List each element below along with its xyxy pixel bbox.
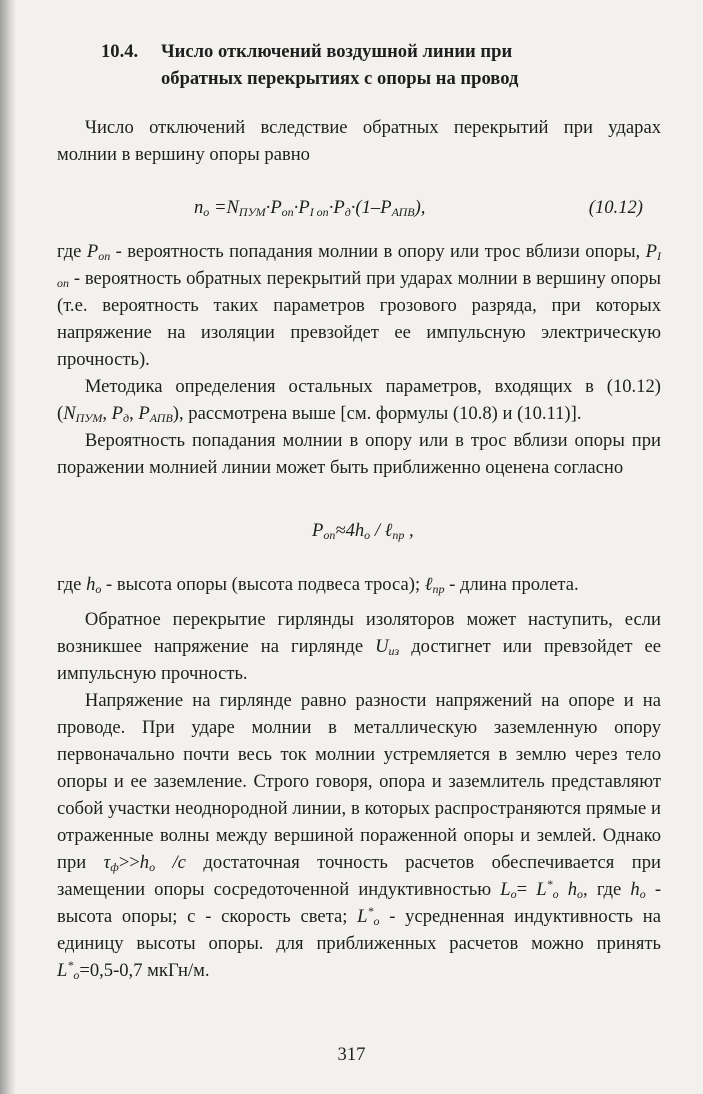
flashover-paragraph: Обратное перекрытие гирлянды изоляторов может наступить, если возникшее напряжение на гирлянде $U_{из}$ достигнет или превзойдет ее импульсную прочность. — [57, 609, 661, 684]
formula-expression: $n_о =N_{ПУМ}\cdot P_{оп}\cdot P_{I оп}\cdot P_д\cdot(1-P_{АПВ})$, — [194, 197, 426, 219]
page-edge-shadow — [0, 0, 16, 1094]
method-paragraph: Методика определения остальных параметров, входящих в (10.12) ($N_{ПУМ}$, $P_д$, $P_{АПВ}$), рассмотрена выше [см. формулы (10.8) и (10.11)]. — [57, 376, 661, 425]
section-title-line1: Число отключений воздушной линии при — [161, 41, 513, 62]
section-title-line2: обратных перекрытиях с опоры на провод — [161, 68, 519, 89]
page-body — [57, 38, 661, 984]
formula-probability — [57, 481, 661, 571]
section-number: 10.4. — [101, 41, 139, 62]
section-heading — [101, 38, 661, 92]
page-number: 317 — [337, 1044, 366, 1065]
voltage-paragraph: Напряжение на гирлянде равно разности напряжений на опоре и на проводе. При ударе молнии в металлическую заземленную опору первоначально почти весь ток молнии устремляется в землю через тело опоры и ее заземление. Строго говоря, опора и заземлитель представляют собой участки неоднородной линии, в которых распространяются прямые и отраженные волны между вершиной пораженной опоры и землей. Однако при $\tau_ф>>h_о$ /c достаточная точность расчетов обеспечивается при замещении опоры сосредоточенной индуктивностью $L_о= L^*_о$ $h_о$, где $h_о$ - высота опоры; с - скорость света; $L^*_о$ - усредненная индуктивность на единицу высоты опоры. для приближенных расчетов можно принять $L^*_о=0,5-0,7$ мкГн/м. — [57, 690, 662, 982]
section-title — [161, 38, 661, 92]
intro-paragraph: Число отключений вследствие обратных перекрытий при ударах молнии в вершину опоры равно — [57, 117, 661, 165]
formula-probability-expression: $P_{оп}\approx 4h_о$ / ℓ$_{пр}$ , — [312, 520, 414, 542]
definition-paragraph: где $P_{оп}$ - вероятность попадания молнии в опору или трос вблизи опоры, $P_{I оп}$ - вероятность обратных перекрытий при ударах молнии в вершину опоры (т.е. вероятность таких параметров грозового разряда, при которых напряжение на изоляции превзойдет ее импульсную электрическую прочность). — [57, 241, 661, 370]
formula-number: (10.12) — [588, 197, 643, 218]
height-definition-paragraph: где $h_о$ - высота опоры (высота подвеса троса); ℓ$_{пр}$ - длина пролета. — [57, 574, 579, 596]
probability-paragraph: Вероятность попадания молнии в опору или в трос вблизи опоры при поражении молнией линии может быть приближенно оценена согласно — [57, 430, 661, 478]
formula-10-12 — [57, 186, 661, 230]
